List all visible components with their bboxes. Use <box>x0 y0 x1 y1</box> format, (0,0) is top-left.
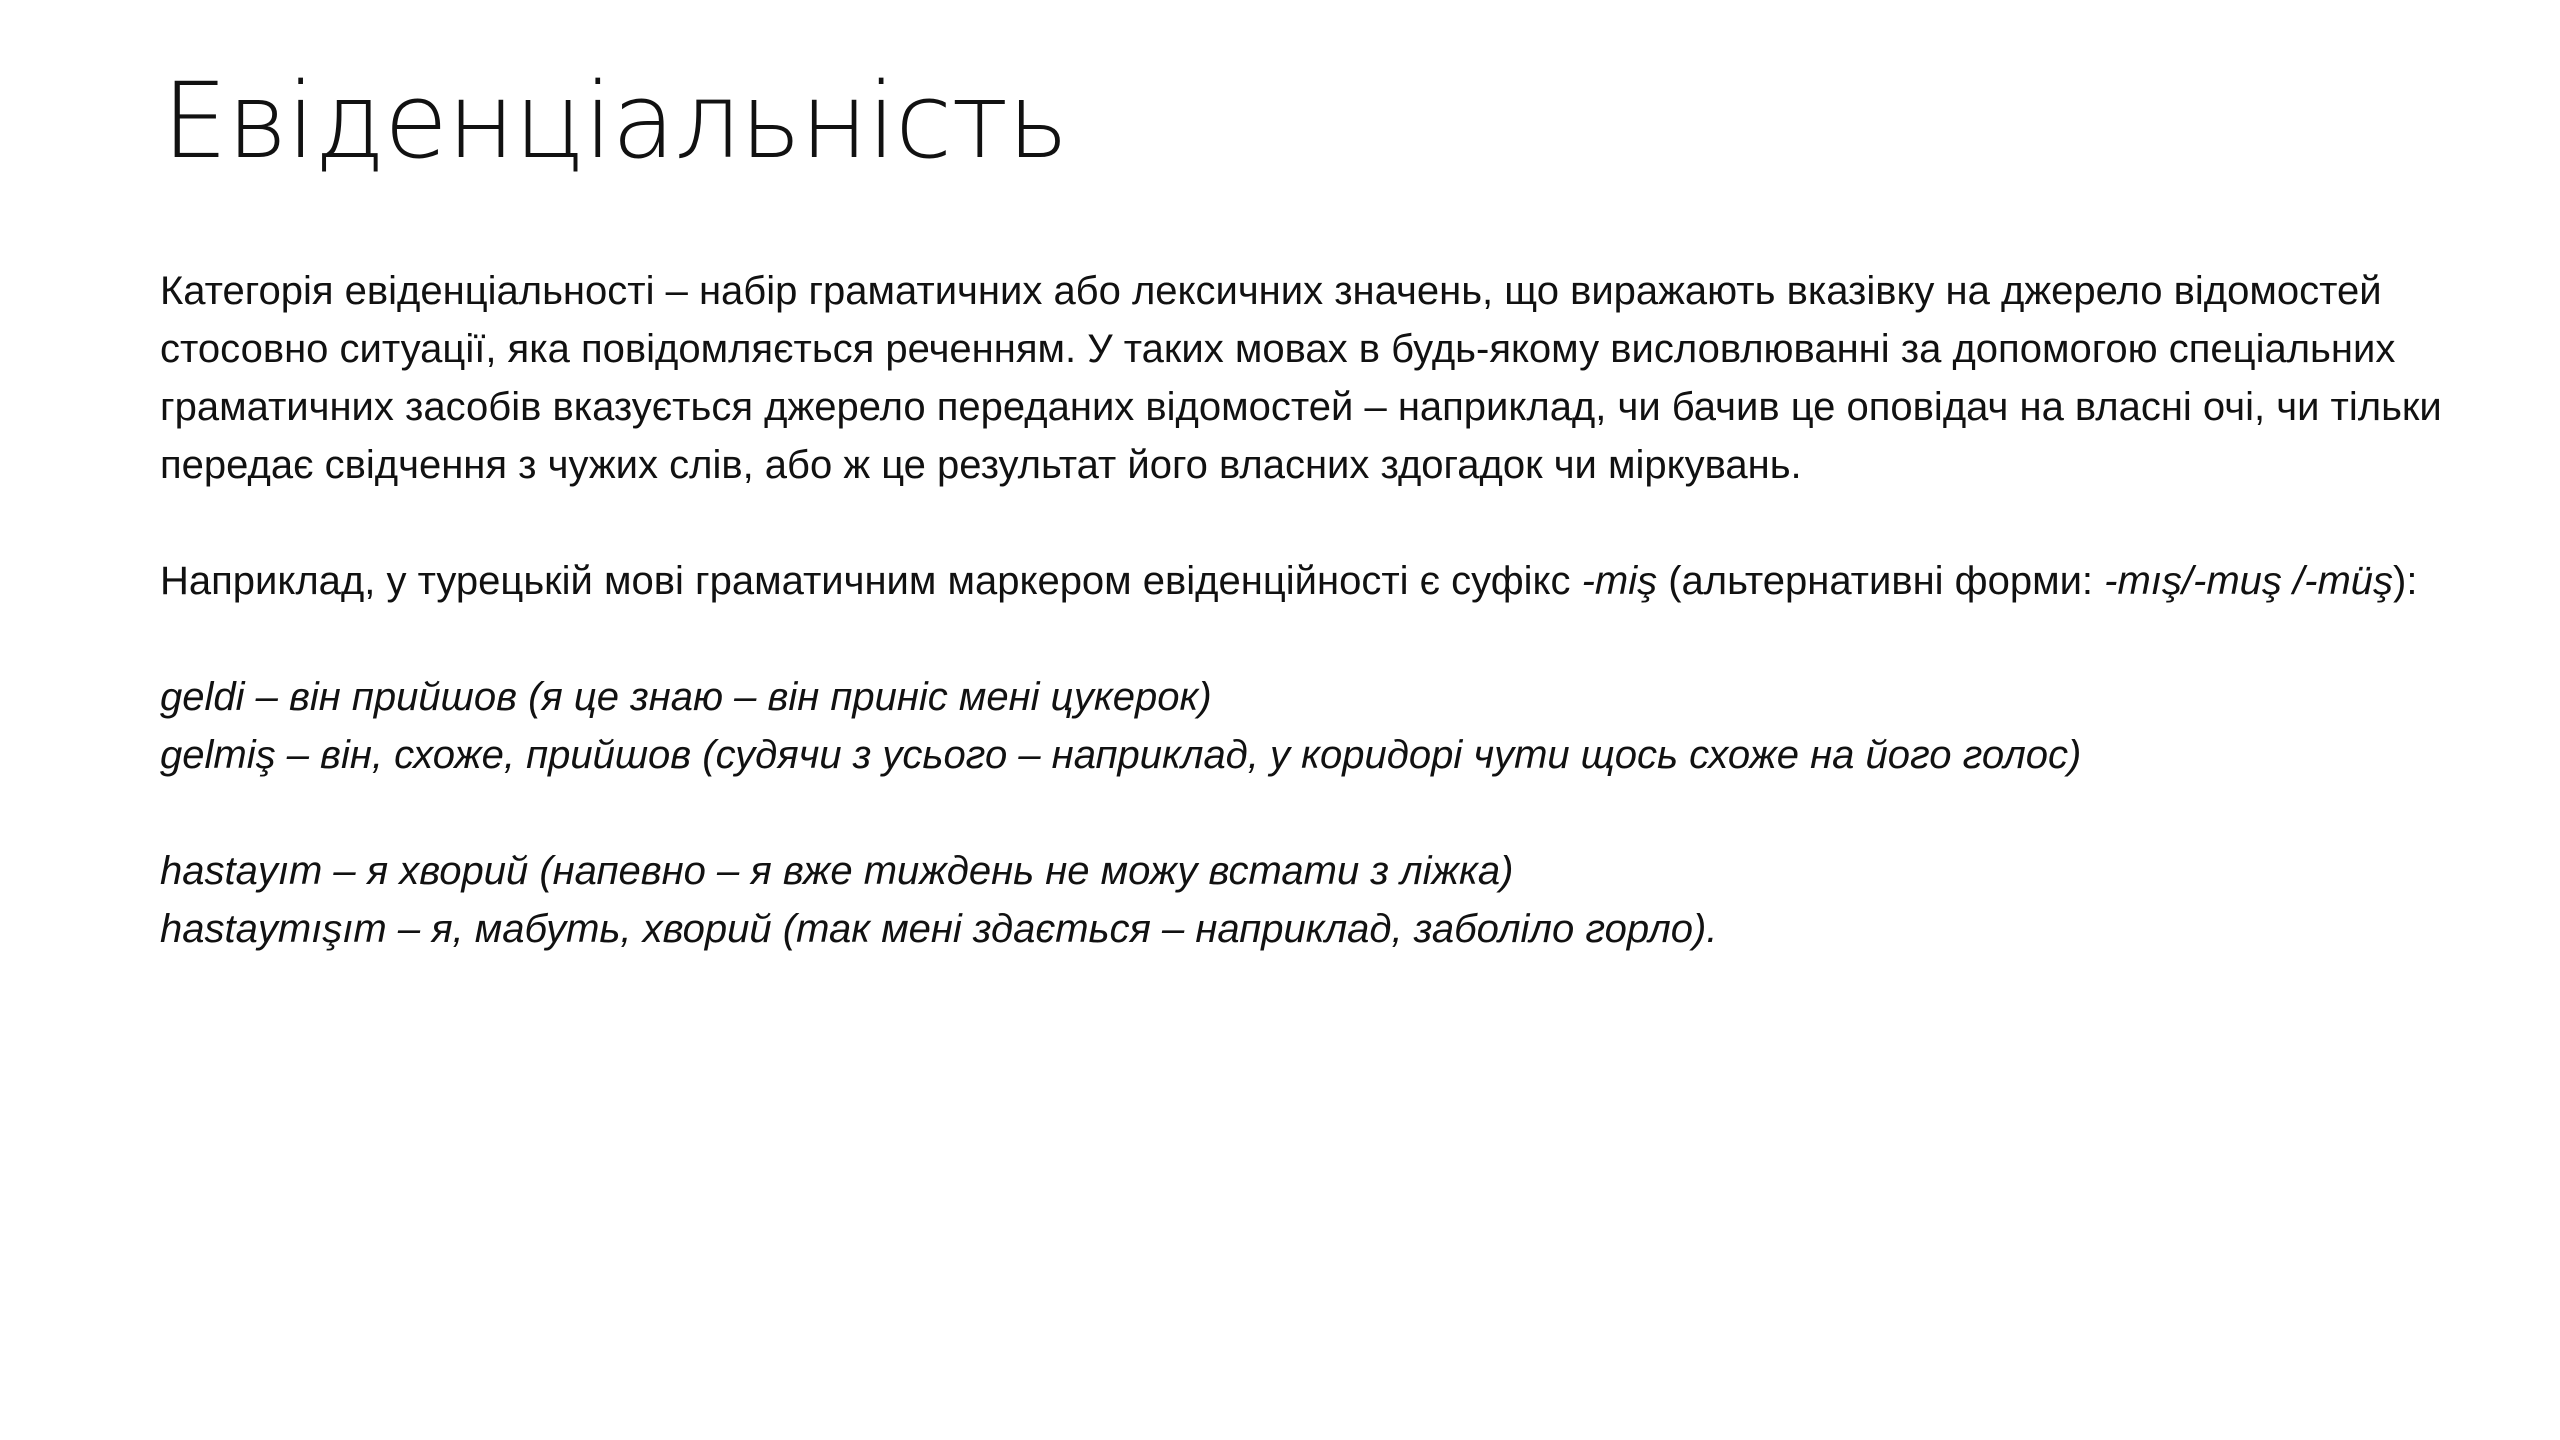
example-line-hastayim: hastayım – я хворий (напевно – я вже тиждень не можу встати з ліжка) <box>160 849 1514 893</box>
definition-paragraph: Категорія евіденціальності – набір граматичних або лексичних значень, що виражають вказівку на джерело відомостей стосовно ситуації, яка повідомляється реченням. У таких мовах в будь-якому висловлюванні за допомогою спеціальних граматичних засобів вказується джерело переданих відомостей – наприклад, чи бачив це оповідач на власні очі, чи тільки передає свідчення з чужих слів, або ж це результат його власних здогадок чи міркувань. <box>160 269 2442 487</box>
example-line-gelmis: gelmiş – він, схоже, прийшов (судячи з усього – наприклад, у коридорі чути щось схоже на його голос) <box>160 733 2082 777</box>
alt-forms: -mış/-muş /-müş <box>2104 559 2394 603</box>
example-line-hastaymisim: hastaymışım – я, мабуть, хворий (так мені здається – наприклад, заболіло горло). <box>160 907 1718 951</box>
turkish-intro-paragraph <box>160 552 2480 610</box>
example-line-geldi: geldi – він прийшов (я це знаю – він приніс мені цукерок) <box>160 675 1212 719</box>
suffix-mis: -miş <box>1581 559 1658 603</box>
paragraph-gap <box>160 610 2480 668</box>
slide-title: Евіденціальність <box>162 60 1068 182</box>
slide-body <box>160 262 2480 958</box>
paragraph-gap <box>160 784 2480 842</box>
turkish-intro-text: Наприклад, у турецькій мові граматичним маркером евіденційності є суфікс <box>160 559 1582 603</box>
paragraph-gap <box>160 494 2480 552</box>
alt-forms-label: (альтернативні форми: <box>1657 559 2105 603</box>
intro-closing: ): <box>2393 559 2418 603</box>
